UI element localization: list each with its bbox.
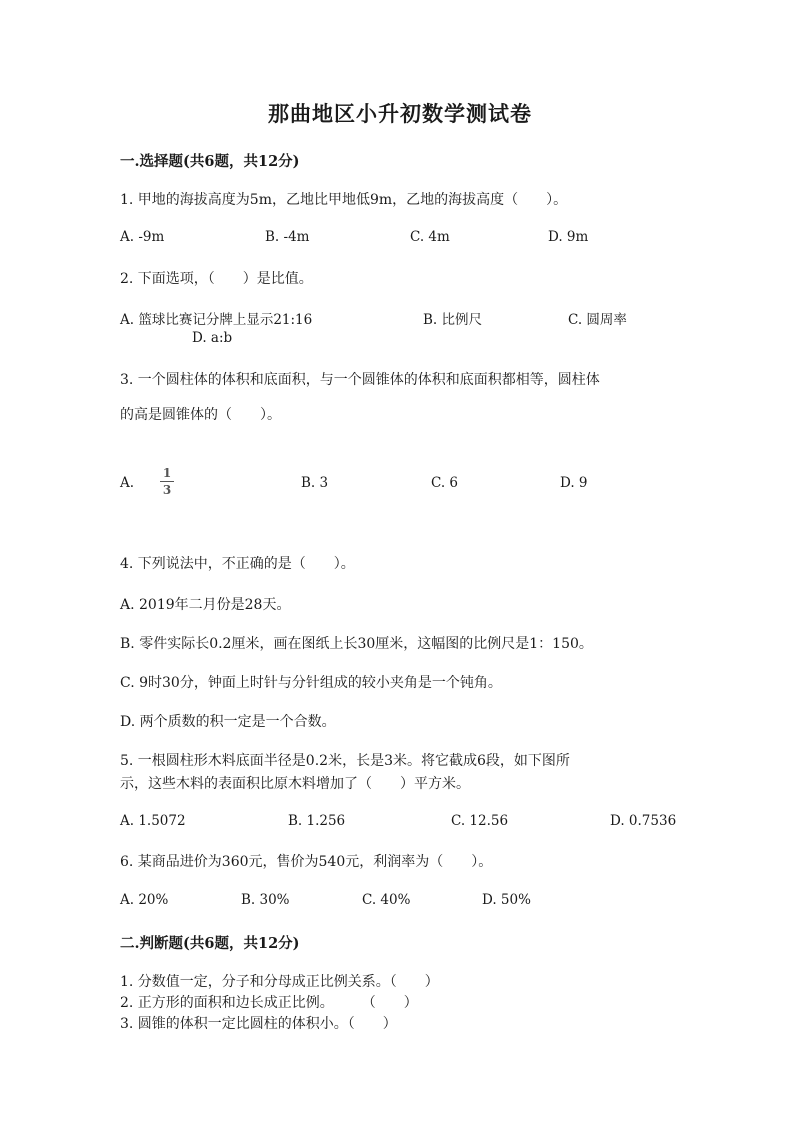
question-6: 6. 某商品进价为360元，售价为540元，利润率为（ ）。 <box>120 854 493 870</box>
question-2: 2. 下面选项，（ ）是比值。 <box>120 271 313 287</box>
judge-question-2: 2. 正方形的面积和边长成正比例。 （ ） <box>120 995 418 1011</box>
q2-option-a: A. 篮球比赛记分牌上显示21:16 <box>120 312 313 328</box>
q4-option-a: A. 2019年二月份是28天。 <box>120 597 291 613</box>
section-1-heading: 一.选择题(共6题，共12分) <box>120 153 300 170</box>
q2-option-c: C. 圆周率 <box>568 312 627 328</box>
fraction-numerator: 1 <box>162 466 172 480</box>
q6-option-c: C. 40% <box>362 892 411 908</box>
question-4: 4. 下列说法中，不正确的是（ ）。 <box>120 556 355 572</box>
q3-option-c: C. 6 <box>431 475 459 491</box>
q5-option-b: B. 1.256 <box>288 813 346 829</box>
q3-option-b: B. 3 <box>301 475 329 491</box>
q5-option-c: C. 12.56 <box>451 813 509 829</box>
q2-option-d: D. a:b <box>192 330 233 346</box>
q1-option-b: B. -4m <box>265 229 310 245</box>
q2-option-b: B. 比例尺 <box>423 312 483 328</box>
question-1: 1. 甲地的海拔高度为5m，乙地比甲地低9m，乙地的海拔高度（ ）。 <box>120 192 568 208</box>
q6-option-b: B. 30% <box>241 892 290 908</box>
fraction-denominator: 3 <box>162 483 172 497</box>
q3-option-a-fraction <box>160 466 174 497</box>
fraction-bar <box>160 481 174 482</box>
q4-option-b: B. 零件实际长0.2厘米，画在图纸上长30厘米，这幅图的比例尺是1：150。 <box>120 636 593 652</box>
q6-option-a: A. 20% <box>120 892 169 908</box>
q3-option-d: D. 9 <box>560 475 588 491</box>
q5-option-a: A. 1.5072 <box>120 813 186 829</box>
q4-option-d: D. 两个质数的积一定是一个合数。 <box>120 714 336 730</box>
question-3-line-2: 的高是圆锥体的（ ）。 <box>120 407 281 423</box>
q6-option-d: D. 50% <box>482 892 531 908</box>
q1-option-a: A. -9m <box>120 229 165 245</box>
q1-option-d: D. 9m <box>548 229 589 245</box>
q1-option-c: C. 4m <box>410 229 450 245</box>
question-5-line-1: 5. 一根圆柱形木料底面半径是0.2米，长是3米。将它截成6段，如下图所 <box>120 753 570 769</box>
q5-option-d: D. 0.7536 <box>610 813 677 829</box>
judge-question-3: 3. 圆锥的体积一定比圆柱的体积小。（ ） <box>120 1016 397 1032</box>
question-3-line-1: 3. 一个圆柱体的体积和底面积，与一个圆锥体的体积和底面积都相等，圆柱体 <box>120 372 600 388</box>
q3-option-a: A. <box>120 475 135 491</box>
page-title: 那曲地区小升初数学测试卷 <box>268 101 532 126</box>
section-2-heading: 二.判断题(共6题，共12分) <box>120 935 300 952</box>
judge-question-1: 1. 分数值一定，分子和分母成正比例关系。（ ） <box>120 974 439 990</box>
question-5-line-2: 示，这些木料的表面积比原木料增加了（ ）平方米。 <box>120 776 470 792</box>
q4-option-c: C. 9时30分，钟面上时针与分针组成的较小夹角是一个钝角。 <box>120 675 502 691</box>
